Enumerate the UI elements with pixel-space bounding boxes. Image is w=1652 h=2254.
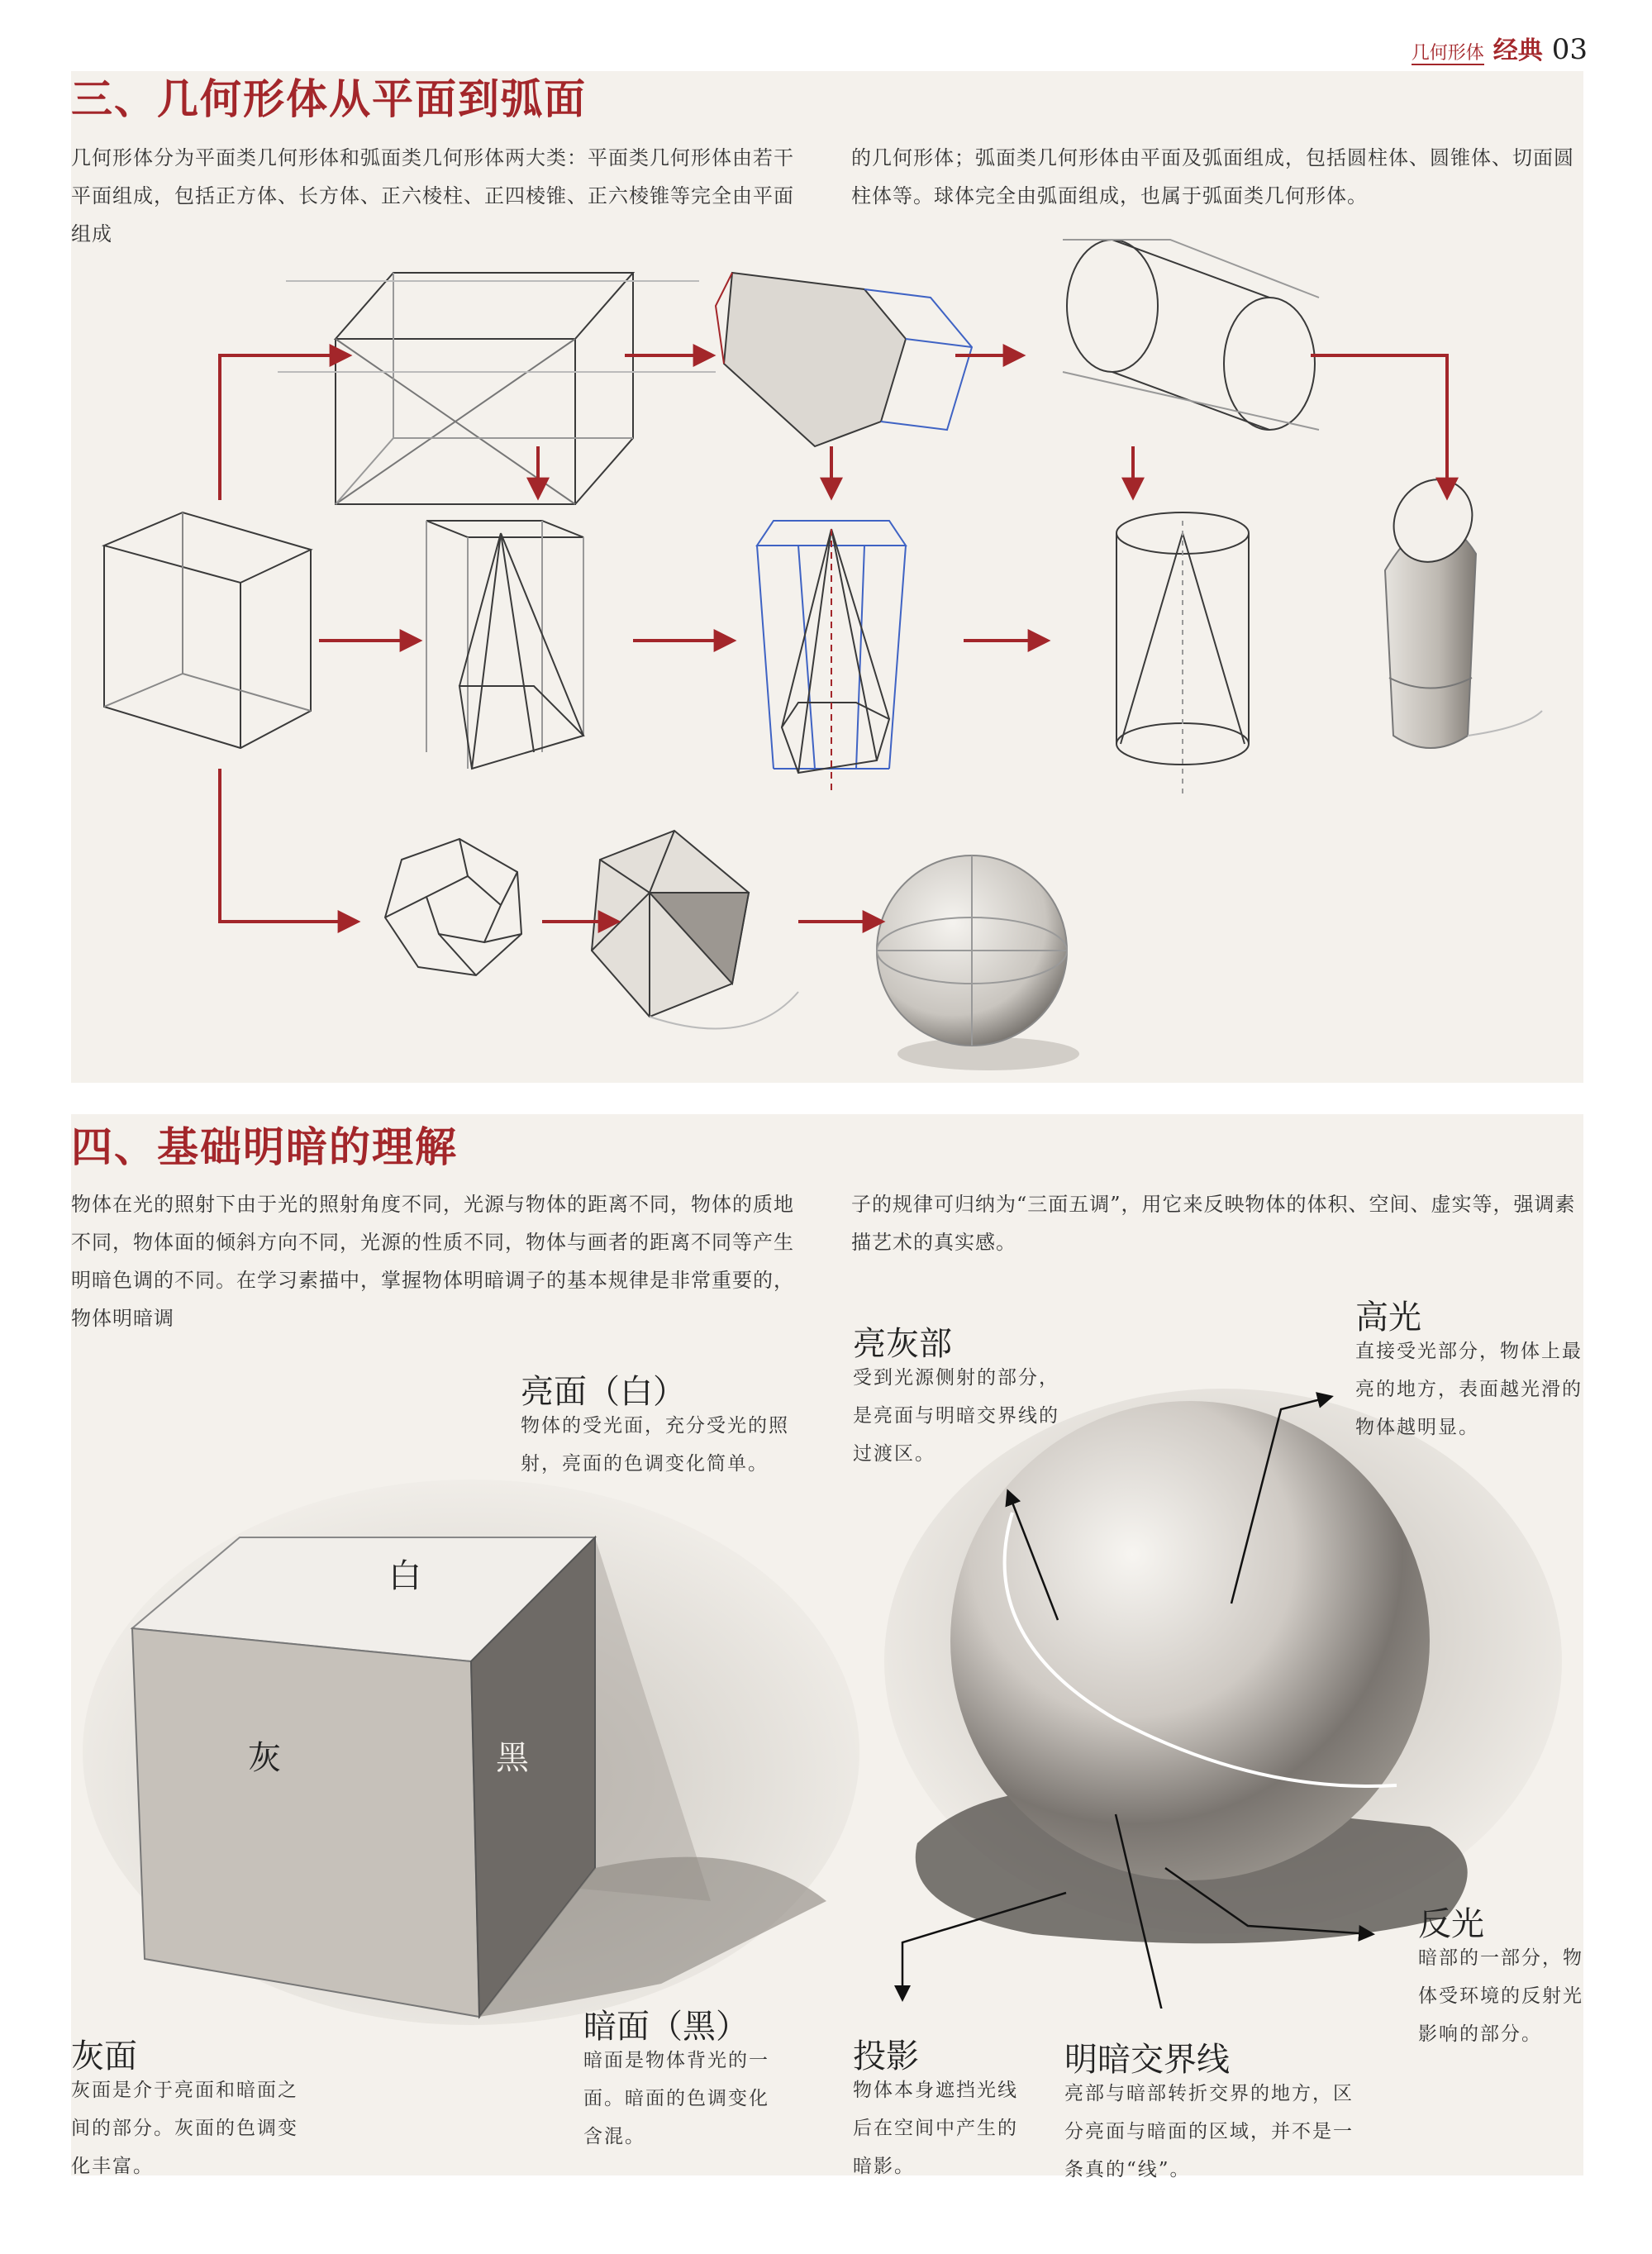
geometry-diagram	[71, 223, 1583, 1083]
hex-pyramid-sketch	[757, 521, 906, 793]
header-section-label: 几何形体	[1411, 43, 1484, 64]
shaded-cube-drawing	[83, 1405, 909, 2083]
half-tone-text: 受到光源侧射的部分，是亮面与明暗交界线的过渡区。	[853, 1367, 1059, 1465]
dark-face-text: 暗面是物体背光的一面。暗面的色调变化含混。	[583, 2050, 769, 2147]
header-brand: 经典	[1493, 36, 1543, 65]
cylinder-cone-sketch	[1116, 512, 1249, 793]
light-face-text: 物体的受光面，充分受光的照射，亮面的色调变化简单。	[521, 1415, 789, 1475]
section4-title: 四、基础明暗的理解	[71, 1122, 458, 1171]
sphere-sketch	[877, 855, 1079, 1070]
cast-shadow-text: 物体本身遮挡光线后在空间中产生的暗影。	[853, 2080, 1018, 2177]
section4-para-left: 物体在光的照射下由于光的照射角度不同，光源与物体的距离不同，物体的质地不同，物体面的倾斜方向不同，光源的性质不同，物体与画者的距离不同等产生明暗色调的不同。在学习素描中，掌握物体明暗调子的基本规律是非常重要的，物体明暗调	[71, 1193, 794, 1330]
reflected-light-title: 反光	[1418, 1905, 1484, 1943]
cylinder-horizontal-sketch	[1063, 240, 1319, 430]
cut-cylinder-sketch	[1378, 465, 1542, 748]
rect-prism-sketch	[278, 273, 716, 504]
highlight-text: 直接受光部分，物体上最亮的地方，表面越光滑的物体越明显。	[1355, 1341, 1583, 1438]
page-number: 03	[1551, 33, 1588, 66]
dodecahedron-sketch	[385, 839, 521, 975]
section3-para-left: 几何形体分为平面类几何形体和弧面类几何形体两大类：平面类几何形体由若干平面组成，包括正方体、长方体、正六棱柱、正四棱锥、正六棱锥等完全由平面组成	[71, 146, 794, 245]
cube-label-black: 黑	[496, 1739, 529, 1777]
flow-arrows	[220, 355, 1447, 922]
half-tone-title: 亮灰部	[853, 1325, 952, 1363]
section3-para-right: 的几何形体；弧面类几何形体由平面及弧面组成，包括圆柱体、圆锥体、切面圆柱体等。球体完全由弧面组成，也属于弧面类几何形体。	[851, 146, 1574, 207]
polyhedron-shaded-sketch	[592, 831, 798, 1029]
section3-title: 三、几何形体从平面到弧面	[71, 74, 587, 123]
terminator-title: 明暗交界线	[1064, 2041, 1230, 2079]
square-pyramid-sketch	[426, 521, 583, 769]
gray-face-text: 灰面是介于亮面和暗面之间的部分。灰面的色调变化丰富。	[71, 2080, 298, 2177]
cast-shadow-title: 投影	[853, 2037, 919, 2075]
cube-label-gray: 灰	[248, 1739, 281, 1777]
hex-prism-sketch	[716, 273, 972, 446]
reflected-light-text: 暗部的一部分，物体受环境的反射光影响的部分。	[1418, 1947, 1583, 2045]
gray-face-title: 灰面	[71, 2037, 137, 2075]
highlight-title: 高光	[1355, 1299, 1421, 1337]
light-face-title: 亮面（白）	[521, 1373, 686, 1411]
page-header	[1412, 30, 1588, 66]
cube-sketch	[104, 512, 311, 748]
cube-label-white: 白	[388, 1557, 421, 1595]
terminator-text: 亮部与暗部转折交界的地方，区分亮面与暗面的区域，并不是一条真的“线”。	[1064, 2083, 1354, 2180]
dark-face-title: 暗面（黑）	[583, 2008, 749, 2046]
section4-para-right: 子的规律可归纳为“三面五调”，用它来反映物体的体积、空间、虚实等，强调素描艺术的真实感。	[851, 1193, 1576, 1254]
